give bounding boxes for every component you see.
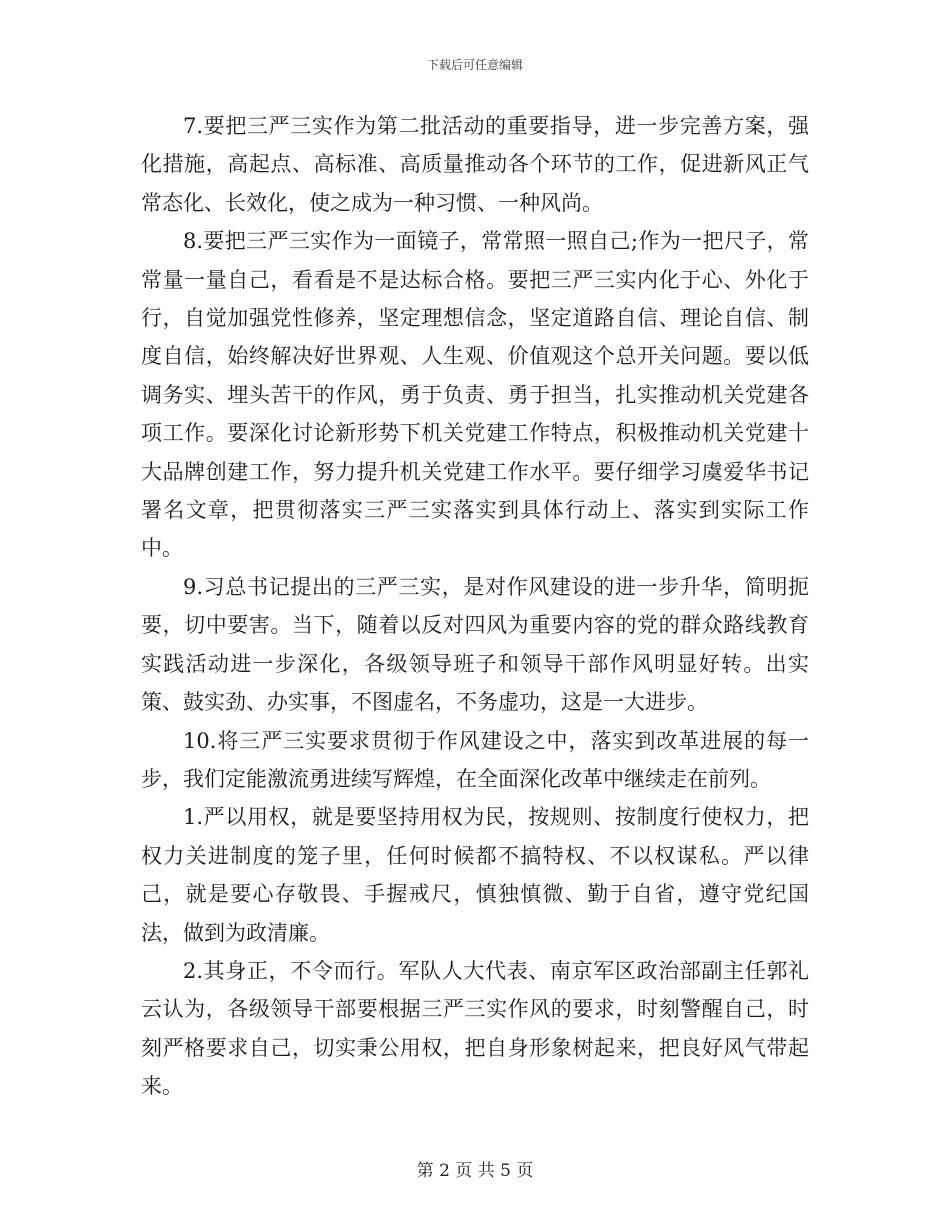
paragraph-8: 8.要把三严三实作为一面镜子，常常照一照自己;作为一把尺子，常常量一量自己，看看是不是达标合格。要把三严三实内化于心、外化于行，自觉加强党性修养，坚定理想信念，坚定道路自信、理论自信、制度自信，始终解决好世界观、人生观、价值观这个总开关问题。要以低调务实、埋头苦干的作风，勇于负责、勇于担当，扎实推动机关党建各项工作。要深化讨论新形势下机关党建工作特点，积极推动机关党建十大品牌创建工作，努力提升机关党建工作水平。要仔细学习虞爱华书记署名文章，把贯彻落实三严三实落实到具体行动上、落实到实际工作中。: [141, 229, 809, 561]
page-number: 第 2 页 共 5 页: [416, 1161, 534, 1181]
document-body: [141, 107, 809, 1106]
paragraph-9: 9.习总书记提出的三严三实，是对作风建设的进一步升华，简明扼要，切中要害。当下，随着以反对四风为重要内容的党的群众路线教育实践活动进一步深化，各级领导班子和领导干部作风明显好转。出实策、鼓实劲、办实事，不图虚名，不务虚功，这是一大进步。: [141, 574, 809, 715]
paragraph-2: 2.其身正，不令而行。军队人大代表、南京军区政治部副主任郭礼云认为，各级领导干部要根据三严三实作风的要求，时刻警醒自己，时刻严格要求自己，切实秉公用权，把自身形象树起来，把良好风气带起来。: [141, 958, 809, 1099]
paragraph-7: 7.要把三严三实作为第二批活动的重要指导，进一步完善方案，强化措施，高起点、高标准、高质量推动各个环节的工作，促进新风正气常态化、长效化，使之成为一种习惯、一种风尚。: [141, 114, 809, 215]
page-header: 下载后可任意编辑: [426, 58, 523, 72]
paragraph-10: 10.将三严三实要求贯彻于作风建设之中，落实到改革进展的每一步，我们定能激流勇进续写辉煌，在全面深化改革中继续走在前列。: [141, 728, 809, 791]
paragraph-1: 1.严以用权，就是要坚持用权为民，按规则、按制度行使权力，把权力关进制度的笼子里，任何时候都不搞特权、不以权谋私。严以律己，就是要心存敬畏、手握戒尺，慎独慎微、勤于自省，遵守党纪国法，做到为政清廉。: [141, 805, 809, 945]
